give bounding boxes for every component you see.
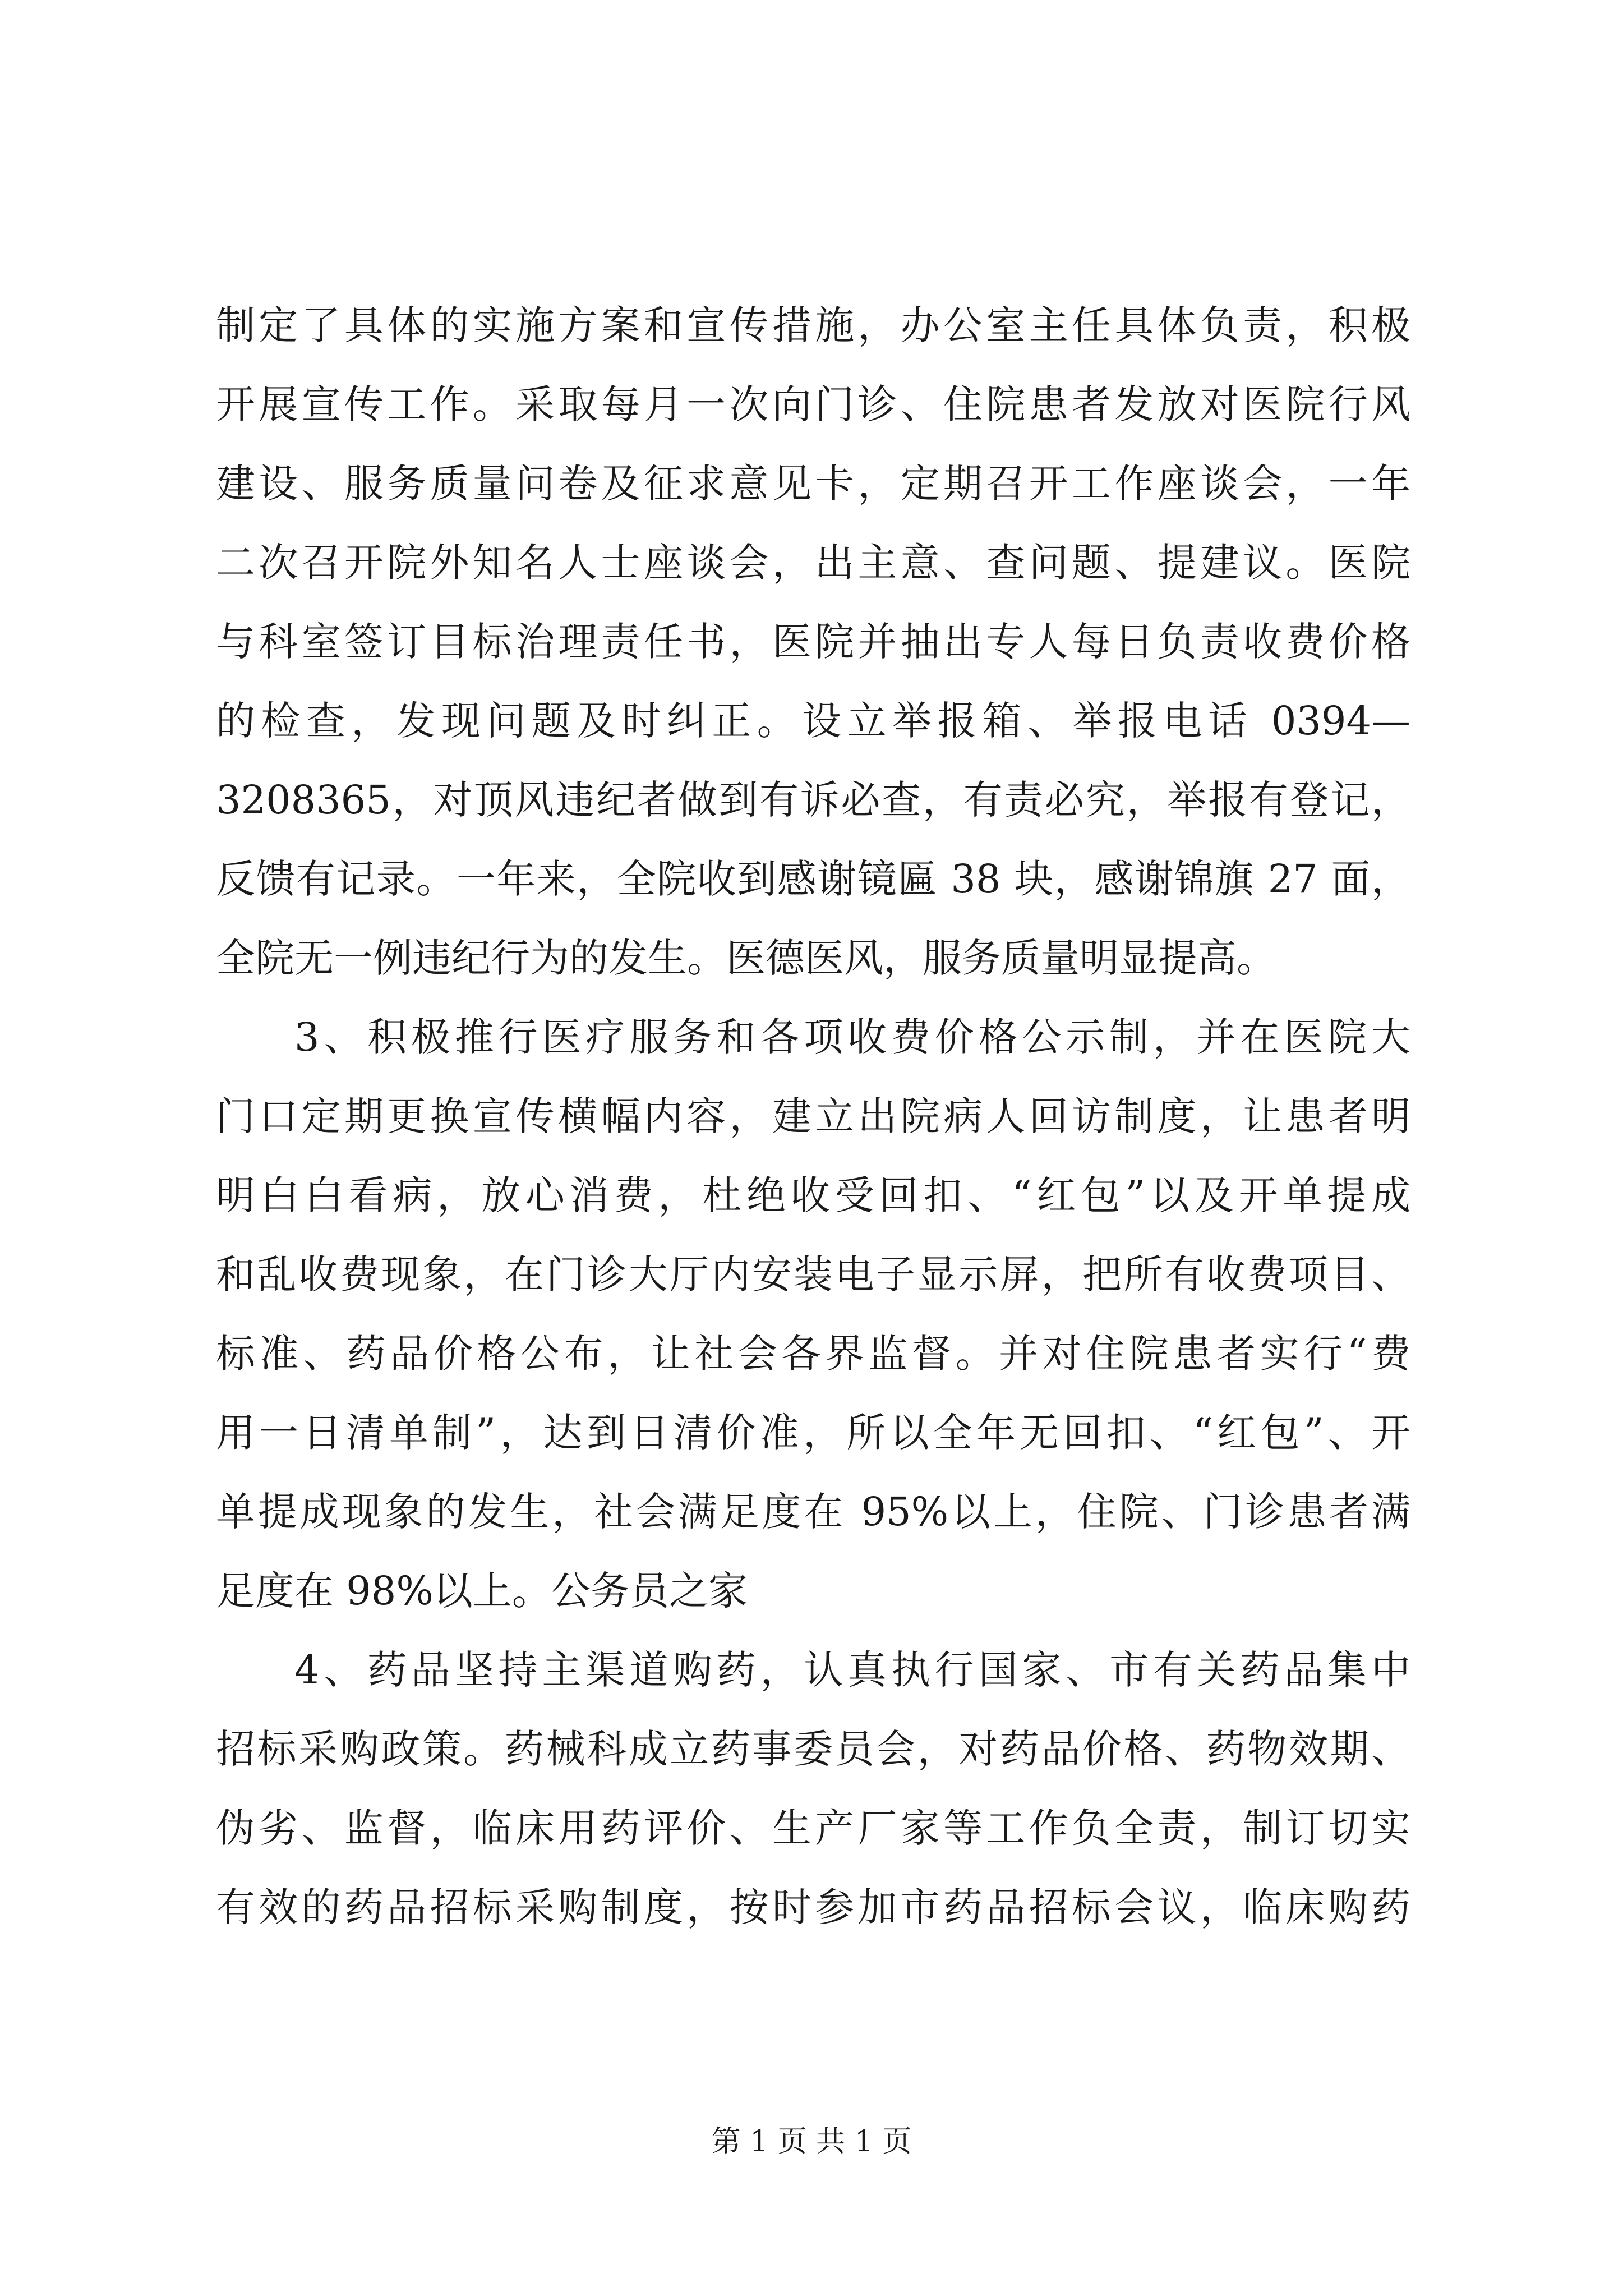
text-line: 3、积极推行医疗服务和各项收费价格公示制，并在医院大 <box>294 1014 1410 1060</box>
paragraph <box>216 998 1410 1631</box>
text-line: 门口定期更换宣传横幅内容，建立出院病人回访制度，让患者明 <box>216 1093 1410 1139</box>
paragraph <box>216 286 1410 998</box>
text-line: 二次召开院外知名人士座谈会，出主意、查问题、提建议。医院 <box>216 540 1410 586</box>
text-line: 标准、药品价格公布，让社会各界监督。并对住院患者实行“费 <box>216 1331 1410 1377</box>
text-line: 有效的药品招标采购制度，按时参加市药品招标会议，临床购药 <box>216 1884 1410 1930</box>
text-line: 用一日清单制”，达到日清价准，所以全年无回扣、“红包”、开 <box>216 1410 1410 1456</box>
text-line: 与科室签订目标治理责任书，医院并抽出专人每日负责收费价格 <box>216 619 1410 665</box>
page-number-footer: 第 1 页 共 1 页 <box>711 2125 912 2159</box>
text-line: 足度在 98%以上。公务员之家 <box>216 1568 748 1614</box>
text-line: 单提成现象的发生，社会满足度在 95%以上，住院、门诊患者满 <box>216 1489 1410 1535</box>
paragraph <box>216 1631 1410 1947</box>
text-line: 明白白看病，放心消费，杜绝收受回扣、“红包”以及开单提成 <box>216 1172 1410 1218</box>
text-line: 反馈有记录。一年来，全院收到感谢镜匾 38 块，感谢锦旗 27 面， <box>216 856 1410 902</box>
text-line: 开展宣传工作。采取每月一次向门诊、住院患者发放对医院行风 <box>216 381 1410 427</box>
text-line: 招标采购政策。药械科成立药事委员会，对药品价格、药物效期、 <box>216 1726 1410 1772</box>
text-line: 的检查，发现问题及时纠正。设立举报箱、举报电话 0394— <box>216 698 1410 744</box>
text-line: 和乱收费现象，在门诊大厅内安装电子显示屏，把所有收费项目、 <box>216 1251 1410 1297</box>
text-line: 4、药品坚持主渠道购药，认真执行国家、市有关药品集中 <box>294 1647 1410 1693</box>
text-line: 伪劣、监督，临床用药评价、生产厂家等工作负全责，制订切实 <box>216 1805 1410 1851</box>
text-line: 制定了具体的实施方案和宣传措施，办公室主任具体负责，积极 <box>216 302 1410 348</box>
document-body <box>216 286 1410 1947</box>
text-line: 3208365，对顶风违纪者做到有诉必查，有责必究，举报有登记， <box>216 777 1410 823</box>
text-line: 全院无一例违纪行为的发生。医德医风，服务质量明显提高。 <box>216 935 1276 981</box>
text-line: 建设、服务质量问卷及征求意见卡，定期召开工作座谈会，一年 <box>216 461 1410 507</box>
